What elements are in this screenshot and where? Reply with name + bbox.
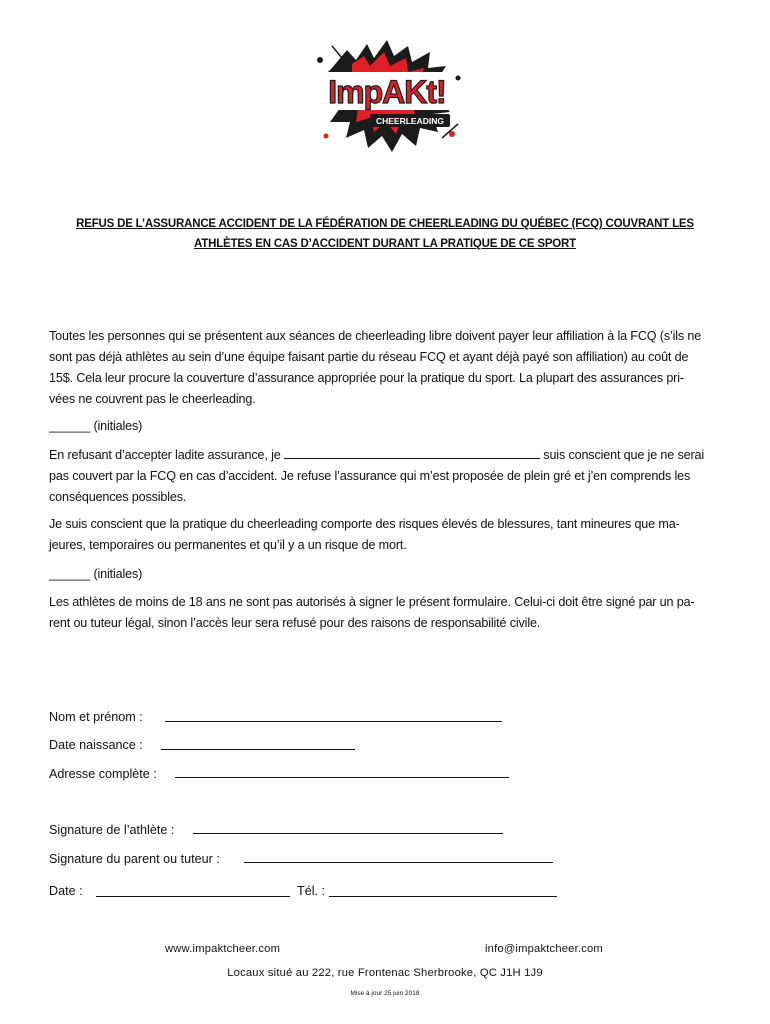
text-line	[49, 445, 723, 466]
footer-address: Locaux situé au 222, rue Frontenac Sherbrooke, QC J1H 1J9	[227, 967, 543, 979]
logo-tagline: CHEERLEADING	[375, 116, 445, 126]
text-line: Les athlètes de moins de 18 ans ne sont pas autorisés à signer le présent formulaire. Celui-ci doit être signé par un pa-	[49, 595, 695, 609]
text-line: Toutes les personnes qui se présentent aux séances de cheerleading libre doivent payer leur affiliation à la FCQ (s’ils ne	[49, 329, 702, 343]
paragraph-minors	[49, 592, 723, 634]
text-line: Je suis conscient que la pratique du cheerleading comporte des risques élevés de blessures, tant mineures que ma-	[49, 517, 680, 531]
text-line: jeures, temporaires ou permanentes et qu’il y a un risque de mort.	[49, 538, 407, 552]
name-label: Nom et prénom :	[49, 710, 143, 724]
email-link[interactable]: info@impaktcheer.com	[485, 943, 603, 955]
refusal-name-blank[interactable]	[284, 446, 540, 459]
text-line: sont pas déjà athlètes au sein d’une équipe faisant partie du réseau FCQ et ayant déjà payé son affiliation) au coût de	[49, 350, 689, 364]
tel-label: Tél. :	[297, 884, 325, 898]
parent-signature-label: Signature du parent ou tuteur :	[49, 852, 220, 866]
update-date: Mise à jour 25 juin 2018	[350, 990, 420, 997]
text-fragment: suis conscient que je ne serai	[543, 448, 705, 462]
initials-field-2[interactable]: ______ (initiales)	[49, 567, 143, 581]
text-line: vées ne couvrent pas le cheerleading.	[49, 392, 256, 406]
text-fragment: En refusant d’accepter ladite assurance, je	[49, 448, 281, 462]
date-field[interactable]	[96, 896, 290, 897]
impakt-logo	[312, 38, 464, 156]
text-line: rent ou tuteur légal, sinon l’accès leur sera refusé pour des raisons de responsabilité civile.	[49, 616, 541, 630]
initials-field-1[interactable]: ______ (initiales)	[49, 419, 143, 433]
athlete-signature-label: Signature de l’athlète :	[49, 823, 175, 837]
logo-wordmark: ImpAKt!	[328, 74, 446, 110]
parent-signature-field[interactable]	[244, 862, 553, 863]
dob-label: Date naissance :	[49, 738, 143, 752]
date-label: Date :	[49, 884, 83, 898]
paragraph-refusal	[49, 445, 723, 508]
text-line: pas couvert par la FCQ en cas d’accident. Je refuse l’assurance qui m’est proposée de plein gré et j’en comprends les	[49, 469, 691, 483]
address-field[interactable]	[175, 777, 509, 778]
name-field[interactable]	[165, 721, 502, 722]
paragraph-risks	[49, 514, 723, 556]
document-title	[40, 214, 730, 254]
website-link[interactable]: www.impaktcheer.com	[165, 943, 281, 955]
athlete-signature-field[interactable]	[193, 833, 503, 834]
text-line: 15$. Cela leur procure la couverture d’assurance appropriée pour la pratique du sport. La plupart des assurances pri-	[49, 371, 684, 385]
address-label: Adresse complète :	[49, 767, 157, 781]
paragraph-affiliation	[49, 326, 723, 410]
tel-field[interactable]	[329, 896, 557, 897]
title-line-2: ATHLÈTES EN CAS D’ACCIDENT DURANT LA PRATIQUE DE CE SPORT	[194, 238, 576, 250]
title-line-1: REFUS DE L’ASSURANCE ACCIDENT DE LA FÉDÉRATION DE CHEERLEADING DU QUÉBEC (FCQ) COUVRANT LES	[76, 218, 694, 230]
text-line: conséquences possibles.	[49, 490, 187, 504]
dob-field[interactable]	[161, 749, 355, 750]
